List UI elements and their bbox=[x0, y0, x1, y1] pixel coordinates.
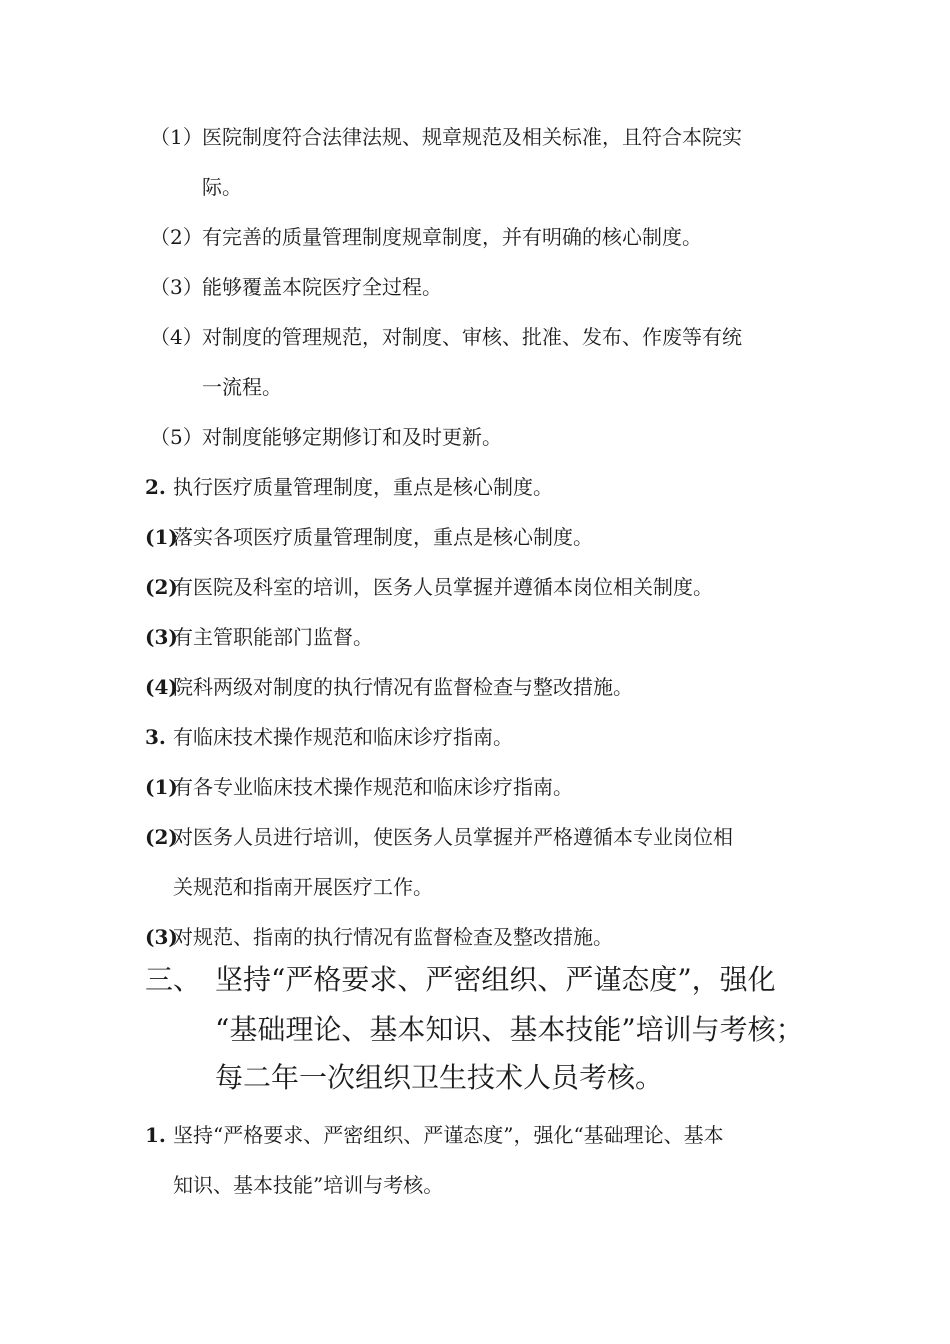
heading-text: 每二年一次组织卫生技术人员考核。 bbox=[215, 1061, 664, 1094]
item-text: 对制度能够定期修订和及时更新。 bbox=[202, 425, 502, 449]
item-text: 关规范和指南开展医疗工作。 bbox=[173, 875, 433, 899]
item-text: 对制度的管理规范，对制度、审核、批准、发布、作废等有统 bbox=[202, 325, 742, 349]
item-marker: （5） bbox=[150, 425, 203, 449]
item-text: 对规范、指南的执行情况有监督检查及整改措施。 bbox=[173, 925, 613, 949]
item-marker: (1) bbox=[145, 775, 178, 799]
item-text: 落实各项医疗质量管理制度，重点是核心制度。 bbox=[173, 525, 593, 549]
item-text: 执行医疗质量管理制度，重点是核心制度。 bbox=[173, 475, 553, 499]
item-text: 医院制度符合法律法规、规章规范及相关标准，且符合本院实 bbox=[202, 125, 742, 149]
item-text: 有临床技术操作规范和临床诊疗指南。 bbox=[173, 725, 513, 749]
item-marker: 1. bbox=[145, 1123, 166, 1147]
item-text: 能够覆盖本院医疗全过程。 bbox=[202, 275, 442, 299]
heading-text: “基础理论、基本知识、基本技能”培训与考核； bbox=[215, 1013, 804, 1046]
item-text: 际。 bbox=[202, 175, 242, 199]
item-marker: (3) bbox=[145, 625, 178, 649]
item-marker: (4) bbox=[145, 675, 178, 699]
item-text: 坚持“严格要求、严密组织、严谨态度”，强化“基础理论、基本 bbox=[173, 1123, 724, 1147]
item-marker: 2. bbox=[145, 475, 166, 499]
item-text: 有完善的质量管理制度规章制度，并有明确的核心制度。 bbox=[202, 225, 702, 249]
item-marker: 3. bbox=[145, 725, 166, 749]
item-text: 知识、基本技能”培训与考核。 bbox=[173, 1173, 444, 1197]
item-text: 一流程。 bbox=[202, 375, 282, 399]
item-text: 院科两级对制度的执行情况有监督检查与整改措施。 bbox=[173, 675, 633, 699]
item-text: 有各专业临床技术操作规范和临床诊疗指南。 bbox=[173, 775, 573, 799]
item-text: 有医院及科室的培训，医务人员掌握并遵循本岗位相关制度。 bbox=[173, 575, 713, 599]
item-marker: （4） bbox=[150, 325, 203, 349]
item-text: 对医务人员进行培训，使医务人员掌握并严格遵循本专业岗位相 bbox=[173, 825, 733, 849]
item-marker: (2) bbox=[145, 825, 178, 849]
item-marker: （3） bbox=[150, 275, 203, 299]
item-marker: （1） bbox=[150, 125, 203, 149]
heading-text: 坚持“严格要求、严密组织、严谨态度”，强化 bbox=[215, 963, 776, 996]
item-marker: (2) bbox=[145, 575, 178, 599]
item-marker: (3) bbox=[145, 925, 178, 949]
item-marker: (1) bbox=[145, 525, 178, 549]
item-marker: （2） bbox=[150, 225, 203, 249]
heading-marker: 三、 bbox=[145, 963, 202, 996]
item-text: 有主管职能部门监督。 bbox=[173, 625, 373, 649]
